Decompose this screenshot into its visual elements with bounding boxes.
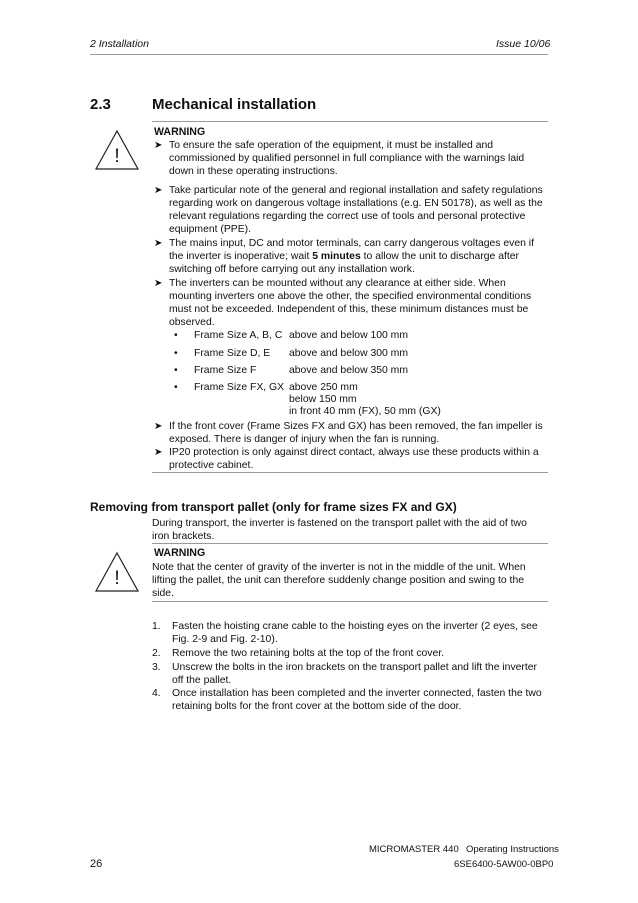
pallet-intro: During transport, the inverter is fastened on the transport pallet with the aid of two iron brackets. xyxy=(152,518,527,543)
warning1-top-rule xyxy=(152,121,548,122)
warning-triangle-icon xyxy=(94,129,140,171)
warning1-label: WARNING xyxy=(154,126,206,138)
svg-text:!: ! xyxy=(114,146,120,167)
header-rule xyxy=(90,54,548,55)
warning1-bottom-rule xyxy=(152,472,548,473)
section-title: Mechanical installation xyxy=(152,96,317,113)
dot-bullet-icon: • xyxy=(174,348,178,359)
footer-order-code: 6SE6400-5AW00-0BP0 xyxy=(454,859,554,870)
warning2-text: Note that the center of gravity of the inverter is not in the middle of the unit. When lifting the pallet, the unit can therefore suddenly change position and swing to the side. xyxy=(152,562,526,600)
arrow-bullet-icon: ➤ xyxy=(154,140,163,151)
footer-product: MICROMASTER 440 xyxy=(369,844,459,855)
footer-page-number: 26 xyxy=(90,858,103,870)
section-number: 2.3 xyxy=(90,96,111,113)
warning-triangle-icon xyxy=(94,551,140,593)
dot-bullet-icon: • xyxy=(174,365,178,376)
warning2-label: WARNING xyxy=(154,547,206,559)
arrow-bullet-icon: ➤ xyxy=(154,185,163,196)
arrow-bullet-icon: ➤ xyxy=(154,421,163,432)
header-issue: Issue 10/06 xyxy=(496,38,551,50)
arrow-bullet-icon: ➤ xyxy=(154,238,163,249)
pallet-title: Removing from transport pallet (only for frame sizes FX and GX) xyxy=(90,500,457,514)
svg-text:!: ! xyxy=(114,568,120,589)
dot-bullet-icon: • xyxy=(174,330,178,341)
footer-doc-type: Operating Instructions xyxy=(466,844,559,855)
header-chapter: 2 Installation xyxy=(90,38,149,50)
dot-bullet-icon: • xyxy=(174,382,178,393)
warning2-top-rule xyxy=(152,543,548,544)
arrow-bullet-icon: ➤ xyxy=(154,447,163,458)
arrow-bullet-icon: ➤ xyxy=(154,278,163,289)
warning2-bottom-rule xyxy=(152,601,548,602)
